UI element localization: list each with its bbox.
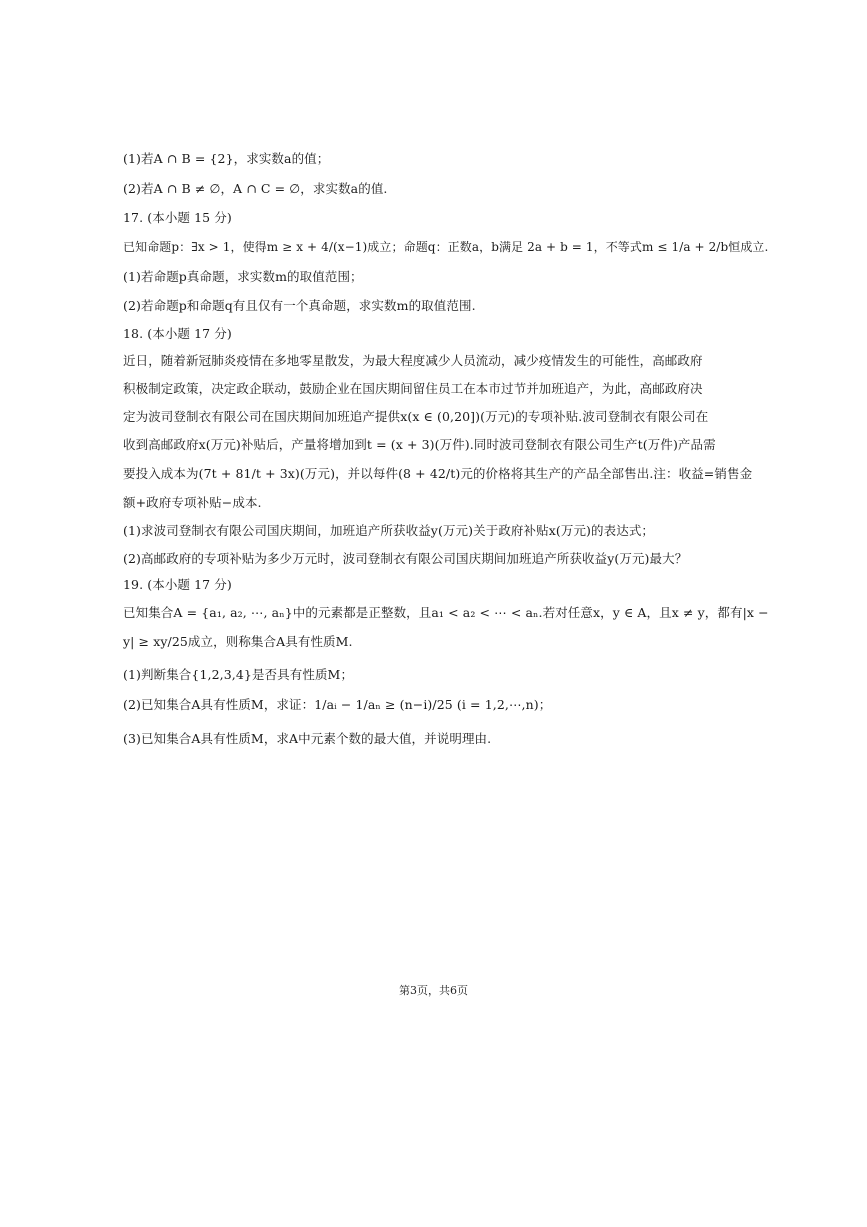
q19-part2: (2)已知集合A具有性质M，求证：1/aᵢ − 1/aₙ ≥ (n−i)/25 (i = 1,2,⋯,n)；	[123, 697, 552, 712]
q18-statement-line6: 额+政府专项补贴−成本.	[123, 495, 262, 510]
q18-statement-line3: 定为波司登制衣有限公司在国庆期间加班追产提供x(x ∈ (0,20])(万元)的专项补贴.波司登制衣有限公司在	[123, 409, 709, 424]
q19-heading: 19. (本小题 17 分)	[123, 577, 232, 592]
page-footer: 第3页，共6页	[399, 984, 468, 997]
q19-statement-line1: 已知集合A = {a₁, a₂, ⋯, aₙ}中的元素都是正整数，且a₁ < a₂ < ⋯ < aₙ.若对任意x，y ∈ A，且x ≠ y，都有|x −	[123, 605, 769, 620]
q17-part2: (2)若命题p和命题q有且仅有一个真命题，求实数m的取值范围.	[123, 298, 476, 313]
q16-part2: (2)若A ∩ B ≠ ∅，A ∩ C = ∅，求实数a的值.	[123, 181, 388, 196]
q17-statement: 已知命题p：∃x > 1，使得m ≥ x + 4/(x−1)成立；命题q：正数a，b满足 2a + b = 1，不等式m ≤ 1/a + 2/b恒成立.	[123, 240, 769, 254]
q18-statement-line4: 收到高邮政府x(万元)补贴后，产量将增加到t = (x + 3)(万件).同时波司登制衣有限公司生产t(万件)产品需	[123, 437, 716, 452]
q19-statement-line2: y| ≥ xy/25成立，则称集合A具有性质M.	[123, 634, 353, 649]
q18-statement-line5: 要投入成本为(7t + 81/t + 3x)(万元)，并以每件(8 + 42/t)元的价格将其生产的产品全部售出.注：收益=销售金	[123, 466, 753, 481]
q17-heading: 17. (本小题 15 分)	[123, 210, 232, 225]
q19-part3: (3)已知集合A具有性质M，求A中元素个数的最大值，并说明理由.	[123, 731, 492, 746]
q17-part1: (1)若命题p真命题，求实数m的取值范围；	[123, 269, 363, 284]
q16-part1: (1)若A ∩ B = {2}，求实数a的值；	[123, 151, 330, 166]
q18-statement-line2: 积极制定政策，决定政企联动，鼓励企业在国庆期间留住员工在本市过节并加班追产，为此，高邮政府决	[123, 381, 703, 396]
q18-heading: 18. (本小题 17 分)	[123, 326, 232, 341]
q18-part2: (2)高邮政府的专项补贴为多少万元时，波司登制衣有限公司国庆期间加班追产所获收益y(万元)最大？	[123, 551, 688, 566]
q19-part1: (1)判断集合{1,2,3,4}是否具有性质M；	[123, 667, 354, 682]
q18-part1: (1)求波司登制衣有限公司国庆期间，加班追产所获收益y(万元)关于政府补贴x(万元)的表达式；	[123, 523, 655, 538]
q18-statement-line1: 近日，随着新冠肺炎疫情在多地零星散发，为最大程度减少人员流动，减少疫情发生的可能性，高邮政府	[123, 353, 703, 368]
